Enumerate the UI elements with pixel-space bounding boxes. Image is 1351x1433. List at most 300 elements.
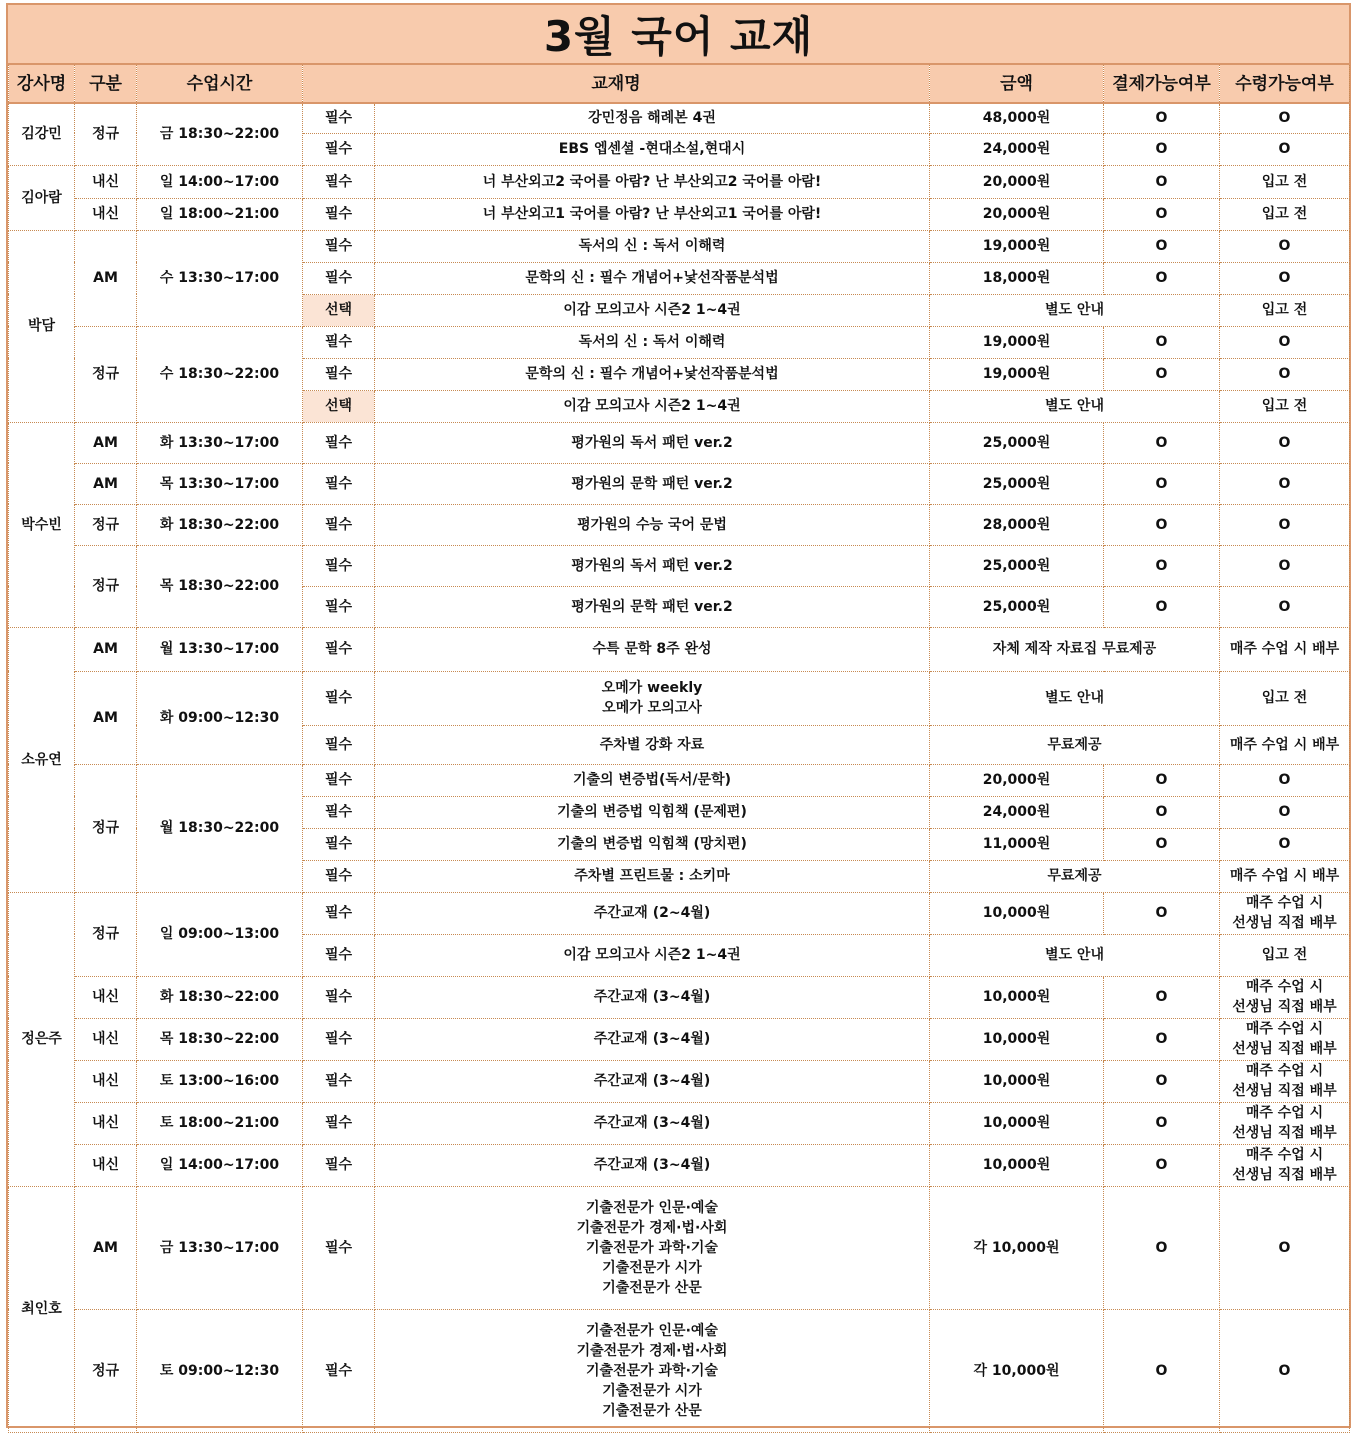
pickup-status-line: 선생님 직접 배부 <box>1232 1125 1337 1141</box>
price: 19,000원 <box>930 358 1104 390</box>
book-title <box>375 463 930 504</box>
book-type: 필수 <box>303 934 375 976</box>
pickup-status <box>1220 1309 1350 1432</box>
book-type: 필수 <box>303 1186 375 1309</box>
payment-available: O <box>1104 165 1220 198</box>
pickup-status <box>1220 1018 1350 1060</box>
book-title <box>375 133 930 165</box>
price-note <box>930 934 1220 976</box>
book-title-line: 주간교재 (3~4월) <box>593 1073 711 1089</box>
pickup-status <box>1220 504 1350 545</box>
class-category: AM <box>75 422 137 463</box>
class-time: 일 14:00~17:00 <box>137 165 303 198</box>
class-category: AM <box>75 671 137 764</box>
pickup-status <box>1220 262 1350 294</box>
payment-available: O <box>1104 892 1220 934</box>
pickup-status-line: O <box>1278 270 1291 286</box>
table-row <box>9 627 1350 671</box>
class-time: 월 18:30~22:00 <box>137 764 303 892</box>
book-title <box>375 545 930 586</box>
class-time: 화 18:30~22:00 <box>137 976 303 1018</box>
price: 20,000원 <box>930 764 1104 796</box>
class-category: 내신 <box>75 165 137 198</box>
pickup-status-line: O <box>1278 772 1291 788</box>
payment-available: O <box>1104 133 1220 165</box>
class-category: AM <box>75 627 137 671</box>
book-type: 필수 <box>303 627 375 671</box>
book-title <box>375 1144 930 1186</box>
payment-available: O <box>1104 103 1220 133</box>
book-title-line: 주간교재 (3~4월) <box>593 1157 711 1173</box>
pickup-status <box>1220 828 1350 860</box>
price: 11,000원 <box>930 828 1104 860</box>
pickup-status <box>1220 671 1350 725</box>
book-type: 필수 <box>303 262 375 294</box>
price-note <box>930 390 1220 422</box>
book-title-line: 주차별 프린트물 : 소키마 <box>574 868 730 884</box>
pickup-status-line: 선생님 직접 배부 <box>1232 1041 1337 1057</box>
price: 25,000원 <box>930 422 1104 463</box>
table-row <box>9 1309 1350 1432</box>
book-title-line: 기출전문가 시가 <box>602 1259 702 1276</box>
book-title <box>375 976 930 1018</box>
teacher-name: 박수빈 <box>9 422 75 627</box>
book-title <box>375 1186 930 1309</box>
book-title-line: 평가원의 수능 국어 문법 <box>577 516 727 533</box>
price-note-line: 별도 안내 <box>1045 302 1104 318</box>
pickup-status <box>1220 358 1350 390</box>
table-row <box>9 1144 1350 1186</box>
book-title <box>375 860 930 892</box>
book-title-line: 기출전문가 과학·기술 <box>586 1362 718 1379</box>
book-type: 필수 <box>303 198 375 230</box>
class-category: 정규 <box>75 326 137 422</box>
pickup-status-line: O <box>1278 836 1291 852</box>
price: 19,000원 <box>930 326 1104 358</box>
pickup-status-line: O <box>1278 238 1291 254</box>
pickup-status <box>1220 326 1350 358</box>
price: 10,000원 <box>930 1102 1104 1144</box>
payment-available: O <box>1104 1060 1220 1102</box>
payment-available: O <box>1104 828 1220 860</box>
book-type: 필수 <box>303 1060 375 1102</box>
book-type: 필수 <box>303 1144 375 1186</box>
price: 각 10,000원 <box>930 1309 1104 1432</box>
pickup-status-line: 입고 전 <box>1261 206 1308 222</box>
book-type: 필수 <box>303 725 375 764</box>
book-type: 필수 <box>303 545 375 586</box>
pickup-status <box>1220 463 1350 504</box>
pickup-status <box>1220 1144 1350 1186</box>
pickup-status-line: 입고 전 <box>1261 947 1308 963</box>
class-category: 정규 <box>75 1309 137 1432</box>
table-row <box>9 165 1350 198</box>
book-title-line: 기출전문가 인문·예술 <box>586 1322 718 1339</box>
book-title <box>375 586 930 627</box>
payment-available: O <box>1104 1018 1220 1060</box>
class-time: 금 18:30~22:00 <box>137 103 303 165</box>
book-type: 필수 <box>303 504 375 545</box>
table-row <box>9 892 1350 934</box>
book-title-line: 주차별 강화 자료 <box>599 736 705 753</box>
pickup-status-line: O <box>1278 598 1291 615</box>
class-category: 정규 <box>75 892 137 976</box>
pickup-status <box>1220 198 1350 230</box>
pickup-status <box>1220 1102 1350 1144</box>
price: 10,000원 <box>930 1060 1104 1102</box>
book-title-line: 독서의 신 : 독서 이해력 <box>578 334 726 350</box>
pickup-status-line: 입고 전 <box>1261 173 1308 190</box>
price: 24,000원 <box>930 796 1104 828</box>
book-type: 필수 <box>303 1309 375 1432</box>
price: 48,000원 <box>930 103 1104 133</box>
book-title <box>375 1309 930 1432</box>
pickup-status <box>1220 892 1350 934</box>
class-category: 정규 <box>75 545 137 627</box>
teacher-name: 박담 <box>9 230 75 422</box>
book-type: 필수 <box>303 892 375 934</box>
price-note <box>930 860 1220 892</box>
pickup-status-line: O <box>1278 141 1291 157</box>
teacher-name: 소유연 <box>9 627 75 892</box>
book-title-line: 주간교재 (3~4월) <box>593 989 711 1005</box>
book-type: 선택 <box>303 390 375 422</box>
pickup-status-line: 매주 수업 시 배부 <box>1229 736 1340 753</box>
table-row <box>9 1102 1350 1144</box>
book-title <box>375 796 930 828</box>
pickup-status <box>1220 390 1350 422</box>
book-title <box>375 358 930 390</box>
table-row <box>9 230 1350 262</box>
book-title-line: 이감 모의고사 시즌2 1~4권 <box>563 302 741 318</box>
price-note-line: 별도 안내 <box>1045 398 1104 414</box>
table-row <box>9 671 1350 725</box>
class-category: 내신 <box>75 1018 137 1060</box>
class-category: 정규 <box>75 103 137 165</box>
class-time: 일 09:00~13:00 <box>137 892 303 976</box>
book-title <box>375 627 930 671</box>
book-title-line: EBS 엡센셜 -현대소설,현대시 <box>558 141 746 157</box>
table-row <box>9 422 1350 463</box>
book-title-line: 기출의 변증법(독서/문학) <box>572 772 732 788</box>
pickup-status-line: 입고 전 <box>1261 302 1308 318</box>
header-payment: 결제가능여부 <box>1104 65 1220 103</box>
class-time: 목 13:30~17:00 <box>137 463 303 504</box>
book-type: 필수 <box>303 796 375 828</box>
textbook-table <box>8 65 1350 1433</box>
book-title <box>375 504 930 545</box>
price-note <box>930 671 1220 725</box>
book-title <box>375 294 930 326</box>
price: 19,000원 <box>930 230 1104 262</box>
pickup-status-line: 매주 수업 시 배부 <box>1229 641 1340 657</box>
book-title-line: 문학의 신 : 필수 개념어+낯선작품분석법 <box>525 270 779 286</box>
book-title-line: 기출전문가 과학·기술 <box>586 1239 718 1256</box>
pickup-status <box>1220 165 1350 198</box>
book-type: 필수 <box>303 103 375 133</box>
pickup-status <box>1220 764 1350 796</box>
book-type: 필수 <box>303 860 375 892</box>
payment-available: O <box>1104 1102 1220 1144</box>
pickup-status <box>1220 934 1350 976</box>
price: 20,000원 <box>930 198 1104 230</box>
pickup-status-line: O <box>1278 804 1291 820</box>
book-title-line: 이감 모의고사 시즌2 1~4권 <box>563 947 741 963</box>
class-category: 내신 <box>75 1102 137 1144</box>
book-title-line: 평가원의 문학 패턴 ver.2 <box>571 475 733 492</box>
book-title-line: 강민정음 해례본 4권 <box>588 110 716 127</box>
book-type: 필수 <box>303 586 375 627</box>
pickup-status-line: 매주 수업 시 <box>1245 1063 1324 1079</box>
teacher-name: 최인호 <box>9 1186 75 1432</box>
table-row <box>9 504 1350 545</box>
pickup-status-line: O <box>1278 334 1291 350</box>
class-category: 내신 <box>75 198 137 230</box>
book-title <box>375 828 930 860</box>
class-category: 정규 <box>75 764 137 892</box>
book-title-line: 너 부산외고1 국어를 아람? 난 부산외고1 국어를 아람! <box>482 206 822 222</box>
teacher-name: 김아람 <box>9 165 75 230</box>
pickup-status-line: 매주 수업 시 배부 <box>1229 868 1340 884</box>
book-type: 선택 <box>303 294 375 326</box>
book-title-line: 평가원의 독서 패턴 ver.2 <box>571 557 733 574</box>
pickup-status-line: O <box>1278 110 1291 127</box>
payment-available: O <box>1104 545 1220 586</box>
payment-available: O <box>1104 504 1220 545</box>
book-title-line: 주간교재 (3~4월) <box>593 1115 711 1131</box>
price: 20,000원 <box>930 165 1104 198</box>
pickup-status <box>1220 294 1350 326</box>
table-row <box>9 976 1350 1018</box>
pickup-status <box>1220 133 1350 165</box>
pickup-status-line: O <box>1278 557 1291 574</box>
price: 25,000원 <box>930 586 1104 627</box>
book-title-line: 기출의 변증법 익힘책 (망치편) <box>557 836 747 852</box>
payment-available: O <box>1104 463 1220 504</box>
book-title <box>375 1060 930 1102</box>
table-row <box>9 764 1350 796</box>
pickup-status-line: 선생님 직접 배부 <box>1232 999 1337 1015</box>
book-title <box>375 262 930 294</box>
book-type: 필수 <box>303 828 375 860</box>
price-note-line: 자체 제작 자료집 무료제공 <box>992 641 1157 657</box>
price: 25,000원 <box>930 463 1104 504</box>
book-title-line: 기출전문가 경제·법·사회 <box>576 1219 728 1236</box>
price: 10,000원 <box>930 892 1104 934</box>
book-type: 필수 <box>303 764 375 796</box>
book-title <box>375 671 930 725</box>
teacher-name: 정은주 <box>9 892 75 1186</box>
book-title-line: 오메가 weekly <box>601 680 703 696</box>
pickup-status-line: O <box>1278 1362 1291 1379</box>
price-note <box>930 627 1220 671</box>
header-textbook: 교재명 <box>303 65 930 103</box>
price: 각 10,000원 <box>930 1186 1104 1309</box>
book-type: 필수 <box>303 976 375 1018</box>
table-row <box>9 1060 1350 1102</box>
book-title-line: 주간교재 (2~4월) <box>593 905 711 921</box>
payment-available: O <box>1104 764 1220 796</box>
class-time: 금 13:30~17:00 <box>137 1186 303 1309</box>
class-time: 화 18:30~22:00 <box>137 504 303 545</box>
price: 24,000원 <box>930 133 1104 165</box>
book-title <box>375 422 930 463</box>
class-time: 수 13:30~17:00 <box>137 230 303 326</box>
table-row <box>9 545 1350 586</box>
price: 10,000원 <box>930 976 1104 1018</box>
pickup-status-line: 선생님 직접 배부 <box>1232 915 1337 931</box>
book-title <box>375 1102 930 1144</box>
sheet-title: 3월 국어 교재 <box>8 5 1349 65</box>
book-title-line: 오메가 모의고사 <box>602 700 702 716</box>
pickup-status <box>1220 1060 1350 1102</box>
payment-available: O <box>1104 796 1220 828</box>
class-time: 화 13:30~17:00 <box>137 422 303 463</box>
book-title-line: 독서의 신 : 독서 이해력 <box>578 238 726 254</box>
book-type: 필수 <box>303 1102 375 1144</box>
table-row <box>9 103 1350 133</box>
table-row <box>9 463 1350 504</box>
pickup-status <box>1220 796 1350 828</box>
payment-available: O <box>1104 198 1220 230</box>
class-category: 정규 <box>75 504 137 545</box>
payment-available: O <box>1104 976 1220 1018</box>
pickup-status-line: O <box>1278 434 1291 451</box>
pickup-status-line: 매주 수업 시 <box>1245 979 1324 995</box>
header-category: 구분 <box>75 65 137 103</box>
table-row <box>9 1018 1350 1060</box>
book-title-line: 기출의 변증법 익힘책 (문제편) <box>557 804 747 820</box>
book-title-line: 평가원의 문학 패턴 ver.2 <box>571 598 733 615</box>
pickup-status-line: O <box>1278 1239 1291 1256</box>
payment-available: O <box>1104 586 1220 627</box>
pickup-status-line: O <box>1278 516 1291 533</box>
price: 10,000원 <box>930 1144 1104 1186</box>
class-time: 월 13:30~17:00 <box>137 627 303 671</box>
pickup-status-line: O <box>1278 366 1291 382</box>
book-title-line: 기출전문가 시가 <box>602 1382 702 1399</box>
pickup-status-line: 입고 전 <box>1261 690 1308 706</box>
class-category: 내신 <box>75 1060 137 1102</box>
book-title-line: 기출전문가 인문·예술 <box>586 1199 718 1216</box>
class-time: 토 18:00~21:00 <box>137 1102 303 1144</box>
payment-available: O <box>1104 422 1220 463</box>
pickup-status-line: 선생님 직접 배부 <box>1232 1083 1337 1099</box>
book-title <box>375 230 930 262</box>
pickup-status-line: 매주 수업 시 <box>1245 1147 1324 1163</box>
payment-available: O <box>1104 1309 1220 1432</box>
price-note-line: 무료제공 <box>1047 736 1102 753</box>
pickup-status <box>1220 230 1350 262</box>
class-category: AM <box>75 230 137 326</box>
book-title-line: 문학의 신 : 필수 개념어+낯선작품분석법 <box>525 366 779 382</box>
book-type: 필수 <box>303 165 375 198</box>
pickup-status <box>1220 627 1350 671</box>
class-time: 화 09:00~12:30 <box>137 671 303 764</box>
book-title-line: 기출전문가 산문 <box>602 1279 702 1296</box>
pickup-status <box>1220 103 1350 133</box>
table-row <box>9 198 1350 230</box>
payment-available: O <box>1104 1144 1220 1186</box>
book-title <box>375 892 930 934</box>
class-time: 토 09:00~12:30 <box>137 1309 303 1432</box>
price: 10,000원 <box>930 1018 1104 1060</box>
teacher-name: 김강민 <box>9 103 75 165</box>
payment-available: O <box>1104 230 1220 262</box>
pickup-status-line: 입고 전 <box>1261 398 1308 414</box>
class-category: 내신 <box>75 1144 137 1186</box>
spreadsheet <box>6 3 1351 1428</box>
class-time: 목 18:30~22:00 <box>137 545 303 627</box>
pickup-status <box>1220 545 1350 586</box>
class-time: 목 18:30~22:00 <box>137 1018 303 1060</box>
pickup-status-line: 매주 수업 시 <box>1245 895 1324 911</box>
book-title <box>375 165 930 198</box>
class-category: 내신 <box>75 976 137 1018</box>
book-title-line: 너 부산외고2 국어를 아람? 난 부산외고2 국어를 아람! <box>482 173 822 190</box>
header-row <box>9 65 1350 103</box>
class-time: 일 14:00~17:00 <box>137 1144 303 1186</box>
book-title <box>375 326 930 358</box>
table-row <box>9 1186 1350 1309</box>
class-time: 일 18:00~21:00 <box>137 198 303 230</box>
book-type: 필수 <box>303 358 375 390</box>
class-category: AM <box>75 463 137 504</box>
pickup-status <box>1220 976 1350 1018</box>
book-type: 필수 <box>303 1018 375 1060</box>
book-title-line: 기출전문가 경제·법·사회 <box>576 1342 728 1359</box>
header-price: 금액 <box>930 65 1104 103</box>
header-class-time: 수업시간 <box>137 65 303 103</box>
book-title <box>375 103 930 133</box>
price-note-line: 무료제공 <box>1047 868 1102 884</box>
book-type: 필수 <box>303 671 375 725</box>
book-type: 필수 <box>303 422 375 463</box>
pickup-status <box>1220 725 1350 764</box>
book-title <box>375 934 930 976</box>
book-title-line: 평가원의 독서 패턴 ver.2 <box>571 434 733 451</box>
payment-available: O <box>1104 1186 1220 1309</box>
price-note-line: 별도 안내 <box>1045 947 1104 963</box>
payment-available: O <box>1104 262 1220 294</box>
class-category: AM <box>75 1186 137 1309</box>
pickup-status <box>1220 1186 1350 1309</box>
class-time: 토 13:00~16:00 <box>137 1060 303 1102</box>
pickup-status-line: O <box>1278 475 1291 492</box>
book-title <box>375 764 930 796</box>
price: 25,000원 <box>930 545 1104 586</box>
book-title-line: 기출전문가 산문 <box>602 1402 702 1419</box>
class-time: 수 18:30~22:00 <box>137 326 303 422</box>
pickup-status <box>1220 586 1350 627</box>
book-title-line: 주간교재 (3~4월) <box>593 1031 711 1047</box>
payment-available: O <box>1104 326 1220 358</box>
price-note <box>930 294 1220 326</box>
header-pickup: 수령가능여부 <box>1220 65 1350 103</box>
book-type: 필수 <box>303 463 375 504</box>
table-row <box>9 326 1350 358</box>
book-title <box>375 198 930 230</box>
book-title-line: 이감 모의고사 시즌2 1~4권 <box>563 398 741 414</box>
book-title-line: 수특 문학 8주 완성 <box>592 641 712 657</box>
header-teacher: 강사명 <box>9 65 75 103</box>
book-type: 필수 <box>303 230 375 262</box>
book-type: 필수 <box>303 133 375 165</box>
pickup-status <box>1220 860 1350 892</box>
book-title <box>375 1018 930 1060</box>
book-type: 필수 <box>303 326 375 358</box>
price: 18,000원 <box>930 262 1104 294</box>
